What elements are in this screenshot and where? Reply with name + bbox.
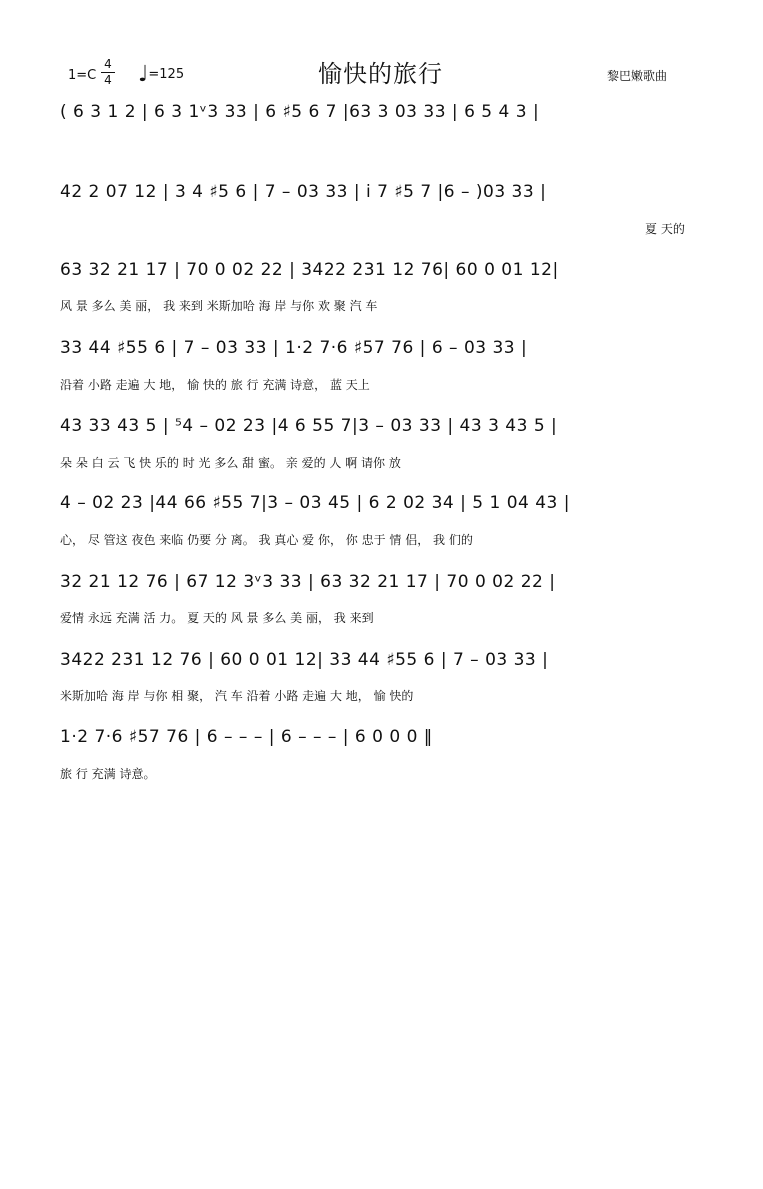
notation-line: 4 – 02 23 |44 66 ♯55 7|3 – 03 45 | 6 2 02 34 | 5 1 04 43 | <box>60 493 571 513</box>
song-title: 愉快的旅行 <box>318 60 443 88</box>
score-row <box>60 102 710 142</box>
tempo-value: =125 <box>148 67 185 82</box>
lyrics-line: 沿着 小路 走遍 大 地， 愉 快的 旅 行 充满 诗意， 蓝 天上 <box>60 378 370 392</box>
tempo-marking <box>138 62 184 87</box>
score-row <box>60 727 710 781</box>
lyrics-line: 风 景 多么 美 丽， 我 来到 米斯加哈 海 岸 与你 欢 聚 汽 车 <box>60 299 378 313</box>
composer-credit: 黎巴嫩歌曲 <box>607 69 668 83</box>
notation-line: 32 21 12 76 | 67 12 3ᵛ3 33 | 63 32 21 17 | 70 0 02 22 | <box>60 572 556 592</box>
lyrics-line: 夏 天的 <box>645 222 685 236</box>
time-signature-top: 4 <box>104 57 112 71</box>
notation-line: ( 6 3 1 2 | 6 3 1ᵛ3 33 | 6 ♯5 6 7 |63 3 03 33 | 6 5 4 3 | <box>60 102 540 122</box>
lyrics-line: 心， 尽 管这 夜色 来临 仍要 分 离。 我 真心 爱 你， 你 忠于 情 侣， 我 们的 <box>60 533 473 547</box>
notation-line: 63 32 21 17 | 70 0 02 22 | 3422 231 12 76| 60 0 01 12| <box>60 260 559 280</box>
time-signature-bottom: 4 <box>104 73 112 87</box>
notation-line: 33 44 ♯55 6 | 7 – 03 33 | 1·2 7·6 ♯57 76 | 6 – 03 33 | <box>60 338 528 358</box>
lyrics-line: 爱情 永远 充满 活 力。 夏 天的 风 景 多么 美 丽， 我 来到 <box>60 611 374 625</box>
score-row <box>60 182 710 236</box>
score-row <box>60 416 710 470</box>
key-signature: 1=C <box>68 68 97 83</box>
lyrics-line: 朵 朵 白 云 飞 快 乐的 时 光 多么 甜 蜜。 亲 爱的 人 啊 请你 放 <box>60 456 401 470</box>
score-row <box>60 260 710 313</box>
lyrics-line: 旅 行 充满 诗意。 <box>60 767 156 781</box>
notation-line: 1·2 7·6 ♯57 76 | 6 – – – | 6 – – – | 6 0 0 0 ‖ <box>60 727 433 747</box>
notation-line: 42 2 07 12 | 3 4 ♯5 6 | 7 – 03 33 | i 7 ♯5 7 |6 – )03 33 | <box>60 182 547 202</box>
quarter-note-icon: ♩ <box>138 62 149 87</box>
notation-line: 3422 231 12 76 | 60 0 01 12| 33 44 ♯55 6 | 7 – 03 33 | <box>60 650 549 670</box>
score-row <box>60 650 710 703</box>
lyrics-line: 米斯加哈 海 岸 与你 相 聚， 汽 车 沿着 小路 走遍 大 地， 愉 快的 <box>60 689 414 703</box>
score-row <box>60 493 710 547</box>
time-signature <box>101 58 115 87</box>
score-row <box>60 338 710 392</box>
score-row <box>60 572 710 625</box>
notation-line: 43 33 43 5 | ⁵4 – 02 23 |4 6 55 7|3 – 03 33 | 43 3 43 5 | <box>60 416 558 436</box>
